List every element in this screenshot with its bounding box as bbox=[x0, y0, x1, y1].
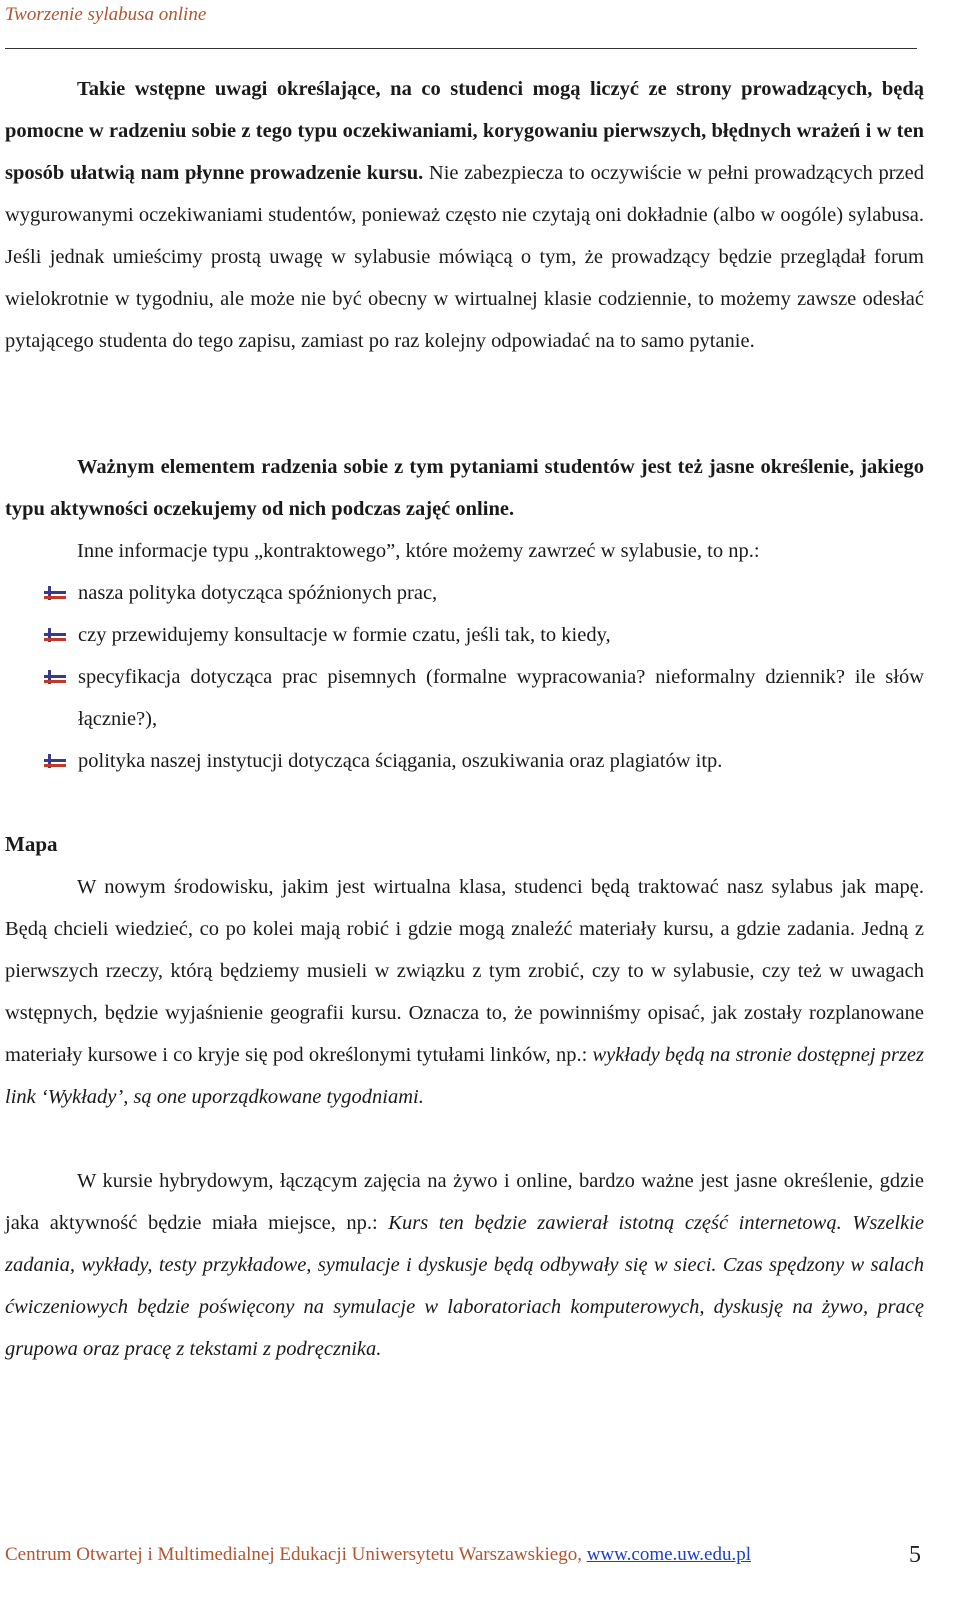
paragraph-italic-text: wykłady będą na stronie dostępnej przez link ‘Wykłady’, są one uporządkowane tygodniami. bbox=[5, 1044, 924, 1108]
list-item: nasza polityka dotycząca spóźnionych prac, bbox=[78, 582, 438, 604]
bullet-icon bbox=[44, 754, 66, 768]
paragraph-bold-text: Takie wstępne uwagi określające, na co studenci mogą liczyć ze strony prowadzących, będą pomocne w radzeniu sobie z tego typu oczekiwaniami, korygowaniu pierwszych, błędnych wrażeń i w ten sposób ułatwią nam płynne prowadzenie kursu. bbox=[5, 78, 924, 184]
header-title: Tworzenie sylabusa online bbox=[5, 4, 207, 25]
paragraph-italic-text: Kurs ten będzie zawierał istotną część internetową. Wszelkie zadania, wykłady, testy przykładowe, symulacje i dyskusje będą odbywały się w sieci. Czas spędzony w salach ćwiczeniowych będzie poświęcony na symulacje w laboratoriach komputerowych, dyskusję na żywo, pracę grupowa oraz pracę z tekstami z podręcznika. bbox=[5, 1212, 925, 1360]
section-heading: Mapa bbox=[5, 832, 58, 856]
bullet-icon bbox=[44, 670, 66, 684]
paragraph-hybrid bbox=[5, 1160, 924, 1370]
header-divider bbox=[5, 48, 917, 49]
list-item: polityka naszej instytucji dotycząca ściągania, oszukiwania oraz plagiatów itp. bbox=[78, 750, 723, 772]
paragraph-contract-info bbox=[5, 530, 924, 572]
paragraph-text: W kursie hybrydowym, łączącym zajęcia na żywo i online, bardzo ważne jest jasne określenie, gdzie jaka aktywność będzie miała miejsce, np.: bbox=[5, 1170, 924, 1234]
footer-link[interactable]: www.come.uw.edu.pl bbox=[586, 1544, 751, 1565]
paragraph-map bbox=[5, 866, 924, 1118]
list-item: czy przewidujemy konsultacje w formie czatu, jeśli tak, to kiedy, bbox=[78, 624, 611, 646]
paragraph-text: Nie zabezpiecza to oczywiście w pełni prowadzących przed wygurowanymi oczekiwaniami studentów, ponieważ często nie czytają oni dokładnie (albo w oogóle) sylabusa. Jeśli jednak umieścimy prostą uwagę w sylabusie mówiącą o tym, że prowadzący będzie przeglądał forum wielokrotnie w tygodniu, ale może nie być obecny w wirtualnej klasie codziennie, to możemy zawsze odesłać pytającego studenta do tego zapisu, zamiast po raz kolejny odpowiadać na to samo pytanie. bbox=[5, 162, 924, 352]
paragraph-text: Inne informacje typu „kontraktowego”, które możemy zawrzeć w sylabusie, to np.: bbox=[77, 540, 760, 562]
paragraph-bold-text: Ważnym elementem radzenia sobie z tym pytaniami studentów jest też jasne określenie, jakiego typu aktywności oczekujemy od nich podczas zajęć online. bbox=[5, 456, 924, 520]
paragraph-activity bbox=[5, 446, 924, 530]
bullet-icon bbox=[44, 586, 66, 600]
footer-text: Centrum Otwartej i Multimedialnej Edukacji Uniwersytetu Warszawskiego, bbox=[5, 1544, 587, 1565]
footer bbox=[5, 1544, 751, 1566]
bullet-icon bbox=[44, 628, 66, 642]
list-item: specyfikacja dotycząca prac pisemnych (formalne wypracowania? nieformalny dziennik? ile słów łącznie?), bbox=[78, 666, 924, 730]
paragraph-text: W nowym środowisku, jakim jest wirtualna klasa, studenci będą traktować nasz sylabus jak mapę. Będą chcieli wiedzieć, co po kolei mają robić i gdzie mogą znaleźć materiały kursu, a gdzie zadania. Jedną z pierwszych rzeczy, którą będziemy musieli w związku z tym zrobić, czy to w sylabusie, czy też w uwagach wstępnych, będzie wyjaśnienie geografii kursu. Oznacza to, że powinniśmy opisać, jak zostały rozplanowane materiały kursowe i co kryje się pod określonymi tytułami linków, np.: bbox=[5, 876, 924, 1066]
page-number: 5 bbox=[909, 1542, 921, 1568]
paragraph-expectations bbox=[5, 68, 924, 362]
